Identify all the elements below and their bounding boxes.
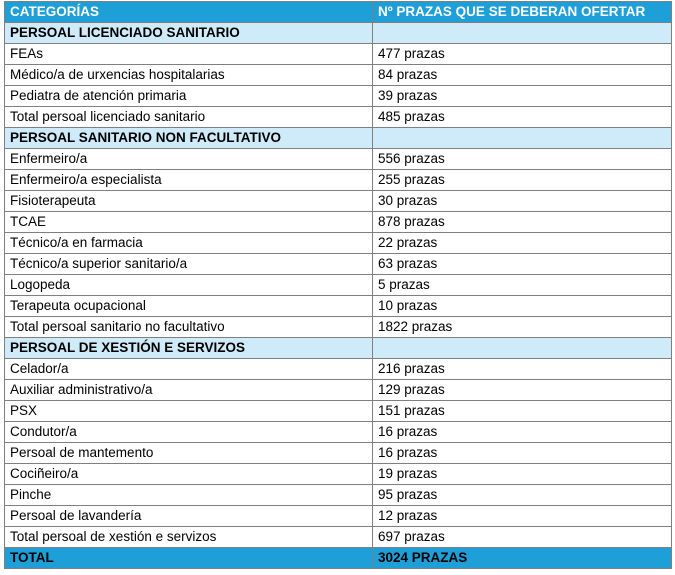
table-row xyxy=(5,317,672,338)
category-cell: Persoal de lavandería xyxy=(5,506,373,527)
positions-cell: 878 prazas xyxy=(373,212,672,233)
positions-cell: 30 prazas xyxy=(373,191,672,212)
section-title: PERSOAL SANITARIO NON FACULTATIVO xyxy=(5,128,373,149)
positions-cell: 151 prazas xyxy=(373,401,672,422)
table-row xyxy=(5,191,672,212)
table-row xyxy=(5,443,672,464)
category-cell: Total persoal sanitario no facultativo xyxy=(5,317,373,338)
header-positions: Nº PRAZAS QUE SE DEBERAN OFERTAR xyxy=(373,2,672,23)
grand-total-row xyxy=(5,548,672,569)
section-title: PERSOAL LICENCIADO SANITARIO xyxy=(5,23,373,44)
category-cell: Persoal de mantemento xyxy=(5,443,373,464)
category-cell: Fisioterapeuta xyxy=(5,191,373,212)
positions-cell: 255 prazas xyxy=(373,170,672,191)
category-cell: Cociñeiro/a xyxy=(5,464,373,485)
positions-cell: 19 prazas xyxy=(373,464,672,485)
table-row xyxy=(5,212,672,233)
positions-cell: 39 prazas xyxy=(373,86,672,107)
category-cell: Enfermeiro/a xyxy=(5,149,373,170)
category-cell: PSX xyxy=(5,401,373,422)
category-cell: Terapeuta ocupacional xyxy=(5,296,373,317)
positions-cell: 556 prazas xyxy=(373,149,672,170)
table-row xyxy=(5,44,672,65)
positions-cell: 129 prazas xyxy=(373,380,672,401)
section-title: PERSOAL DE XESTIÓN E SERVIZOS xyxy=(5,338,373,359)
positions-cell: 1822 prazas xyxy=(373,317,672,338)
positions-cell: 477 prazas xyxy=(373,44,672,65)
section-empty-cell xyxy=(373,23,672,44)
positions-cell: 10 prazas xyxy=(373,296,672,317)
grand-total-label: TOTAL xyxy=(5,548,373,569)
table-row xyxy=(5,275,672,296)
table-body xyxy=(5,23,672,548)
table-row xyxy=(5,233,672,254)
positions-cell: 485 prazas xyxy=(373,107,672,128)
positions-cell: 95 prazas xyxy=(373,485,672,506)
category-cell: Pinche xyxy=(5,485,373,506)
positions-cell: 16 prazas xyxy=(373,443,672,464)
table-row xyxy=(5,380,672,401)
positions-cell: 16 prazas xyxy=(373,422,672,443)
positions-cell: 216 prazas xyxy=(373,359,672,380)
category-cell: Logopeda xyxy=(5,275,373,296)
section-empty-cell xyxy=(373,128,672,149)
category-cell: Total persoal de xestión e servizos xyxy=(5,527,373,548)
category-cell: Técnico/a superior sanitario/a xyxy=(5,254,373,275)
table-row xyxy=(5,107,672,128)
category-cell: Total persoal licenciado sanitario xyxy=(5,107,373,128)
category-cell: Enfermeiro/a especialista xyxy=(5,170,373,191)
table-row xyxy=(5,296,672,317)
section-header-row xyxy=(5,338,672,359)
table-row xyxy=(5,170,672,191)
table-row xyxy=(5,359,672,380)
positions-table xyxy=(4,1,672,569)
positions-cell: 12 prazas xyxy=(373,506,672,527)
table-row xyxy=(5,527,672,548)
table-row xyxy=(5,254,672,275)
category-cell: Técnico/a en farmacia xyxy=(5,233,373,254)
category-cell: Celador/a xyxy=(5,359,373,380)
section-header-row xyxy=(5,128,672,149)
category-cell: FEAs xyxy=(5,44,373,65)
header-categories: CATEGORÍAS xyxy=(5,2,373,23)
table-row xyxy=(5,485,672,506)
table-row xyxy=(5,86,672,107)
table-header-row xyxy=(5,2,672,23)
positions-cell: 63 prazas xyxy=(373,254,672,275)
table-row xyxy=(5,506,672,527)
positions-cell: 5 prazas xyxy=(373,275,672,296)
category-cell: Pediatra de atención primaria xyxy=(5,86,373,107)
table-row xyxy=(5,464,672,485)
positions-cell: 697 prazas xyxy=(373,527,672,548)
table-row xyxy=(5,65,672,86)
grand-total-value: 3024 PRAZAS xyxy=(373,548,672,569)
positions-cell: 84 prazas xyxy=(373,65,672,86)
positions-cell: 22 prazas xyxy=(373,233,672,254)
section-empty-cell xyxy=(373,338,672,359)
table-row xyxy=(5,422,672,443)
category-cell: TCAE xyxy=(5,212,373,233)
category-cell: Condutor/a xyxy=(5,422,373,443)
table-row xyxy=(5,149,672,170)
category-cell: Auxiliar administrativo/a xyxy=(5,380,373,401)
category-cell: Médico/a de urxencias hospitalarias xyxy=(5,65,373,86)
table-row xyxy=(5,401,672,422)
section-header-row xyxy=(5,23,672,44)
